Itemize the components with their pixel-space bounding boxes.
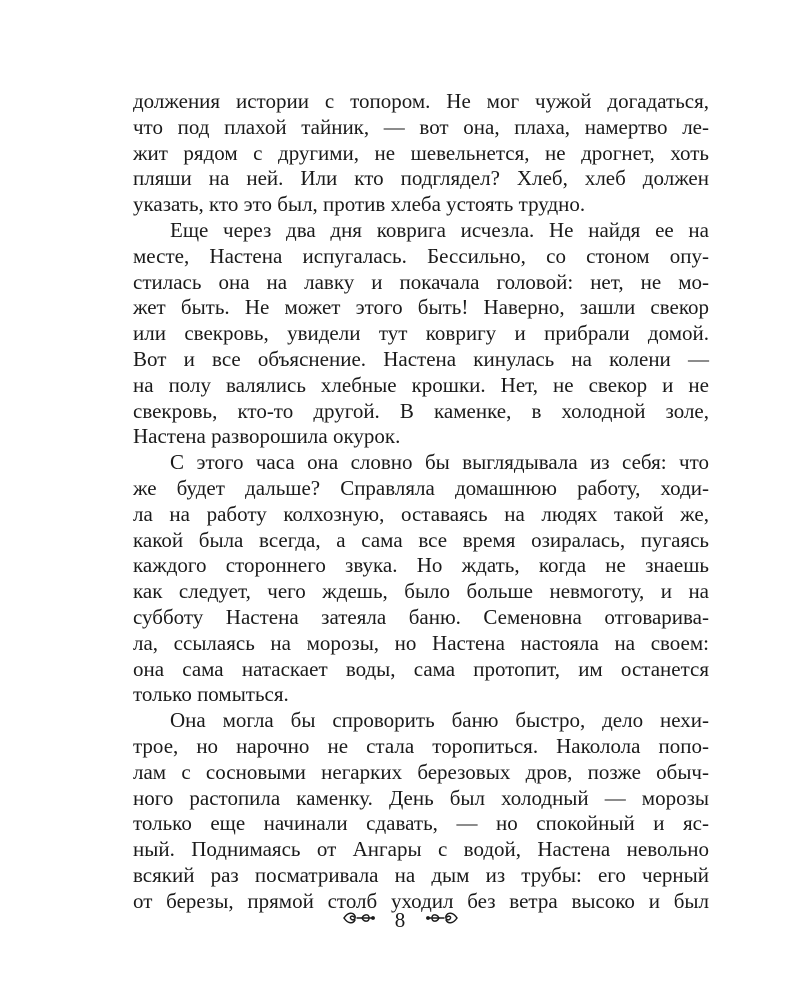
text-line: всякий раз посматривала на дым из трубы: его черный [133, 862, 709, 887]
text-line: лам с сосновыми негарких березовых дров, позже обыч- [133, 759, 709, 784]
fleuron-icon [342, 907, 376, 933]
text-line: жит рядом с другими, не шевельнется, не дрогнет, хоть [133, 140, 709, 165]
text-line: Еще через два дня коврига исчезла. Не найдя ее на [170, 217, 709, 242]
page-number: 8 [394, 908, 406, 933]
text-line: только еще начинали сдавать, — но спокойный и яс- [133, 811, 709, 836]
text-line: что под плахой тайник, — вот она, плаха, намертво ле- [133, 114, 709, 139]
text-line: Настена разворошила окурок. [133, 424, 401, 449]
text-line: жет быть. Не может этого быть! Наверно, зашли свекор [133, 295, 709, 320]
text-line: ла на работу колхозную, оставаясь на людях такой же, [133, 501, 709, 526]
text-line: же будет дальше? Справляла домашнюю работу, ходи- [133, 475, 709, 500]
text-line: от березы, прямой столб уходил без ветра высоко и был [133, 888, 709, 913]
text-line: С этого часа она словно бы выглядывала из себя: что [170, 450, 709, 475]
text-line: только помыться. [133, 682, 289, 707]
text-line: указать, кто это был, против хлеба устоять трудно. [133, 192, 586, 217]
text-line: или свекровь, увидели тут ковригу и прибрали домой. [133, 321, 709, 346]
text-line: свекровь, кто-то другой. В каменке, в холодной золе, [133, 398, 709, 423]
text-line: стилась она на лавку и покачала головой: нет, не мо- [133, 269, 709, 294]
text-line: трое, но нарочно не стала торопиться. Наколола попо- [133, 733, 709, 758]
fleuron-icon [425, 907, 459, 933]
text-line: ла, ссылаясь на морозы, но Настена настояла на своем: [133, 630, 709, 655]
page-footer [0, 905, 800, 933]
text-line: она сама натаскает воды, сама протопит, им останется [133, 656, 709, 681]
text-line: месте, Настена испугалась. Бессильно, со стоном опу- [133, 243, 709, 268]
text-line: на полу валялись хлебные крошки. Нет, не свекор и не [133, 372, 709, 397]
text-line: субботу Настена затеяла баню. Семеновна отговарива- [133, 604, 709, 629]
text-line: ный. Поднимаясь от Ангары с водой, Настена невольно [133, 837, 709, 862]
text-line: какой была всегда, а сама все время озиралась, пугаясь [133, 527, 709, 552]
text-line: должения истории с топором. Не мог чужой догадаться, [133, 89, 709, 113]
text-line: каждого стороннего звука. Но ждать, когда не знаешь [133, 553, 709, 578]
text-line: Она могла бы спроворить баню быстро, дело нехи- [170, 708, 709, 733]
text-line: пляши на ней. Или кто подглядел? Хлеб, хлеб должен [133, 166, 709, 191]
text-line: Вот и все объяснение. Настена кинулась на колени — [133, 346, 709, 371]
text-line: ного растопила каменку. День был холодный — морозы [133, 785, 709, 810]
text-line: как следует, чего ждешь, было больше невмоготу, и на [133, 579, 709, 604]
body-text [133, 89, 709, 915]
